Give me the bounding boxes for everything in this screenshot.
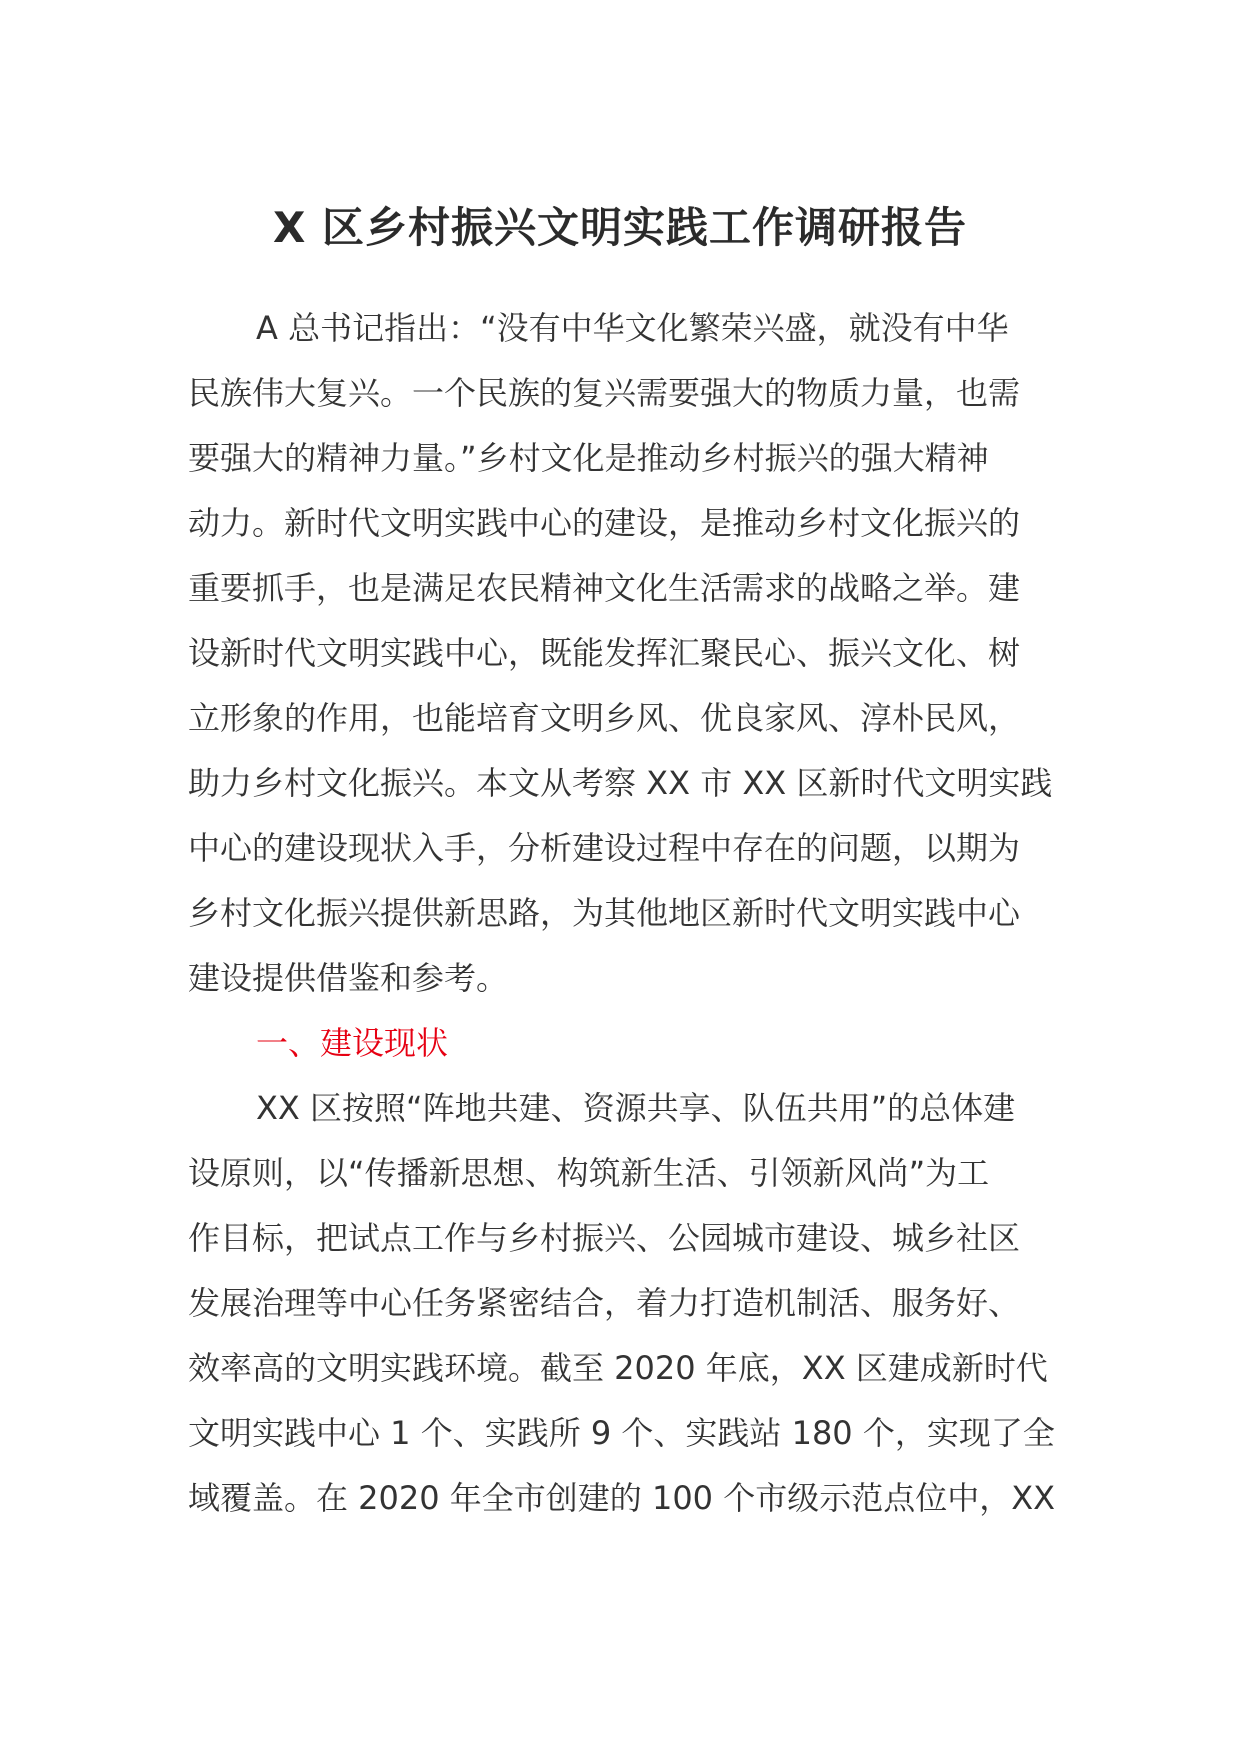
paragraph-line: 重要抓手，也是满足农民精神文化生活需求的战略之举。建 — [188, 569, 1021, 607]
section-heading: 一、建设现状 — [256, 1024, 449, 1062]
paragraph-line: 乡村文化振兴提供新思路，为其他地区新时代文明实践中心 — [188, 894, 1021, 932]
paragraph-line: A 总书记指出：“没有中华文化繁荣兴盛，就没有中华 — [256, 309, 1009, 347]
paragraph-line: 设新时代文明实践中心，既能发挥汇聚民心、振兴文化、树 — [188, 634, 1021, 672]
paragraph-line: 域覆盖。在 2020 年全市创建的 100 个市级示范点位中，XX — [188, 1479, 1056, 1517]
paragraph-line: 文明实践中心 1 个、实践所 9 个、实践站 180 个，实现了全 — [188, 1414, 1055, 1452]
paragraph-line: 立形象的作用，也能培育文明乡风、优良家风、淳朴民风， — [188, 699, 1021, 737]
paragraph-line: 助力乡村文化振兴。本文从考察 XX 市 XX 区新时代文明实践 — [188, 764, 1053, 802]
paragraph-line: 作目标，把试点工作与乡村振兴、公园城市建设、城乡社区 — [188, 1219, 1021, 1257]
paragraph-line: 建设提供借鉴和参考。 — [188, 959, 509, 997]
paragraph-line: 动力。新时代文明实践中心的建设，是推动乡村文化振兴的 — [188, 504, 1021, 542]
paragraph-line: 效率高的文明实践环境。截至 2020 年底，XX 区建成新时代 — [188, 1349, 1048, 1387]
document-title: X 区乡村振兴文明实践工作调研报告 — [272, 203, 967, 252]
paragraph-line: 发展治理等中心任务紧密结合，着力打造机制活、服务好、 — [188, 1284, 1021, 1322]
paragraph-line: XX 区按照“阵地共建、资源共享、队伍共用”的总体建 — [256, 1089, 1016, 1127]
paragraph-line: 要强大的精神力量。”乡村文化是推动乡村振兴的强大精神 — [188, 439, 989, 477]
paragraph-line: 设原则，以“传播新思想、构筑新生活、引领新风尚”为工 — [188, 1154, 990, 1192]
paragraph-line: 民族伟大复兴。一个民族的复兴需要强大的物质力量，也需 — [188, 374, 1021, 412]
paragraph-line: 中心的建设现状入手，分析建设过程中存在的问题，以期为 — [188, 829, 1021, 867]
document-body — [188, 296, 1060, 1531]
